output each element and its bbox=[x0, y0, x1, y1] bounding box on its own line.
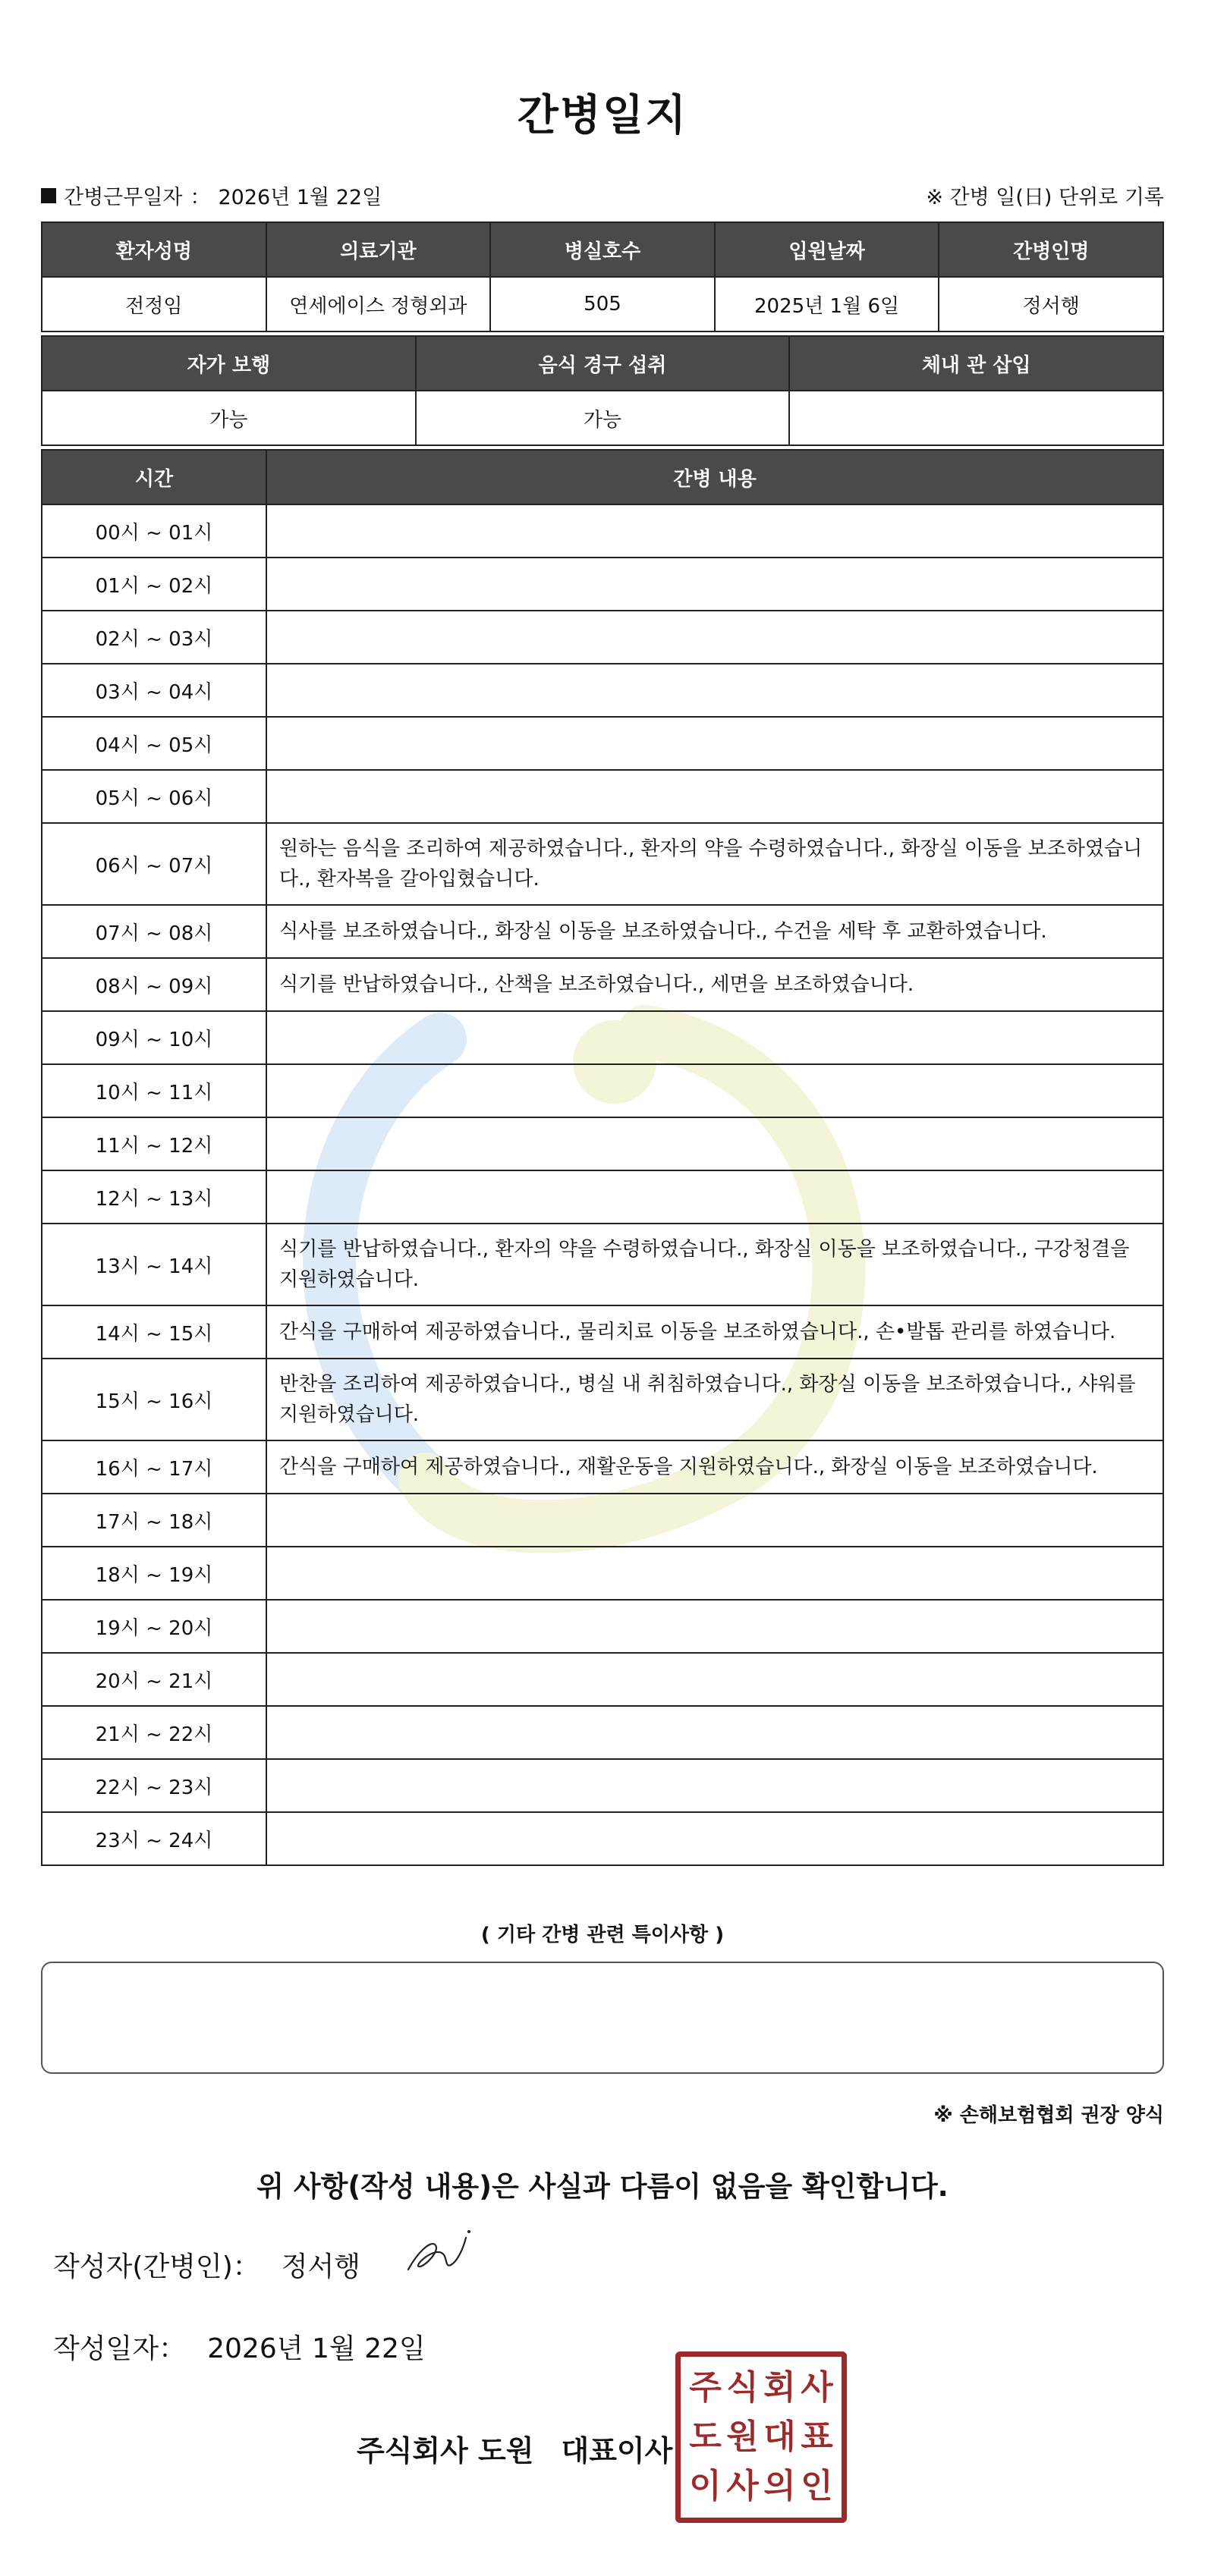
writer-label: 작성자(간병인)： bbox=[53, 2251, 260, 2282]
table-row bbox=[42, 1011, 1163, 1064]
header-self-walking: 자가 보행 bbox=[42, 336, 416, 391]
time-slot: 12시 ~ 13시 bbox=[42, 1170, 266, 1224]
time-slot: 09시 ~ 10시 bbox=[42, 1011, 266, 1064]
table-row bbox=[42, 1305, 1163, 1359]
tube-insertion-value bbox=[789, 391, 1163, 445]
header-room-number: 병실호수 bbox=[490, 222, 715, 277]
time-slot: 03시 ~ 04시 bbox=[42, 664, 266, 717]
care-log-table bbox=[41, 449, 1164, 1866]
room-number: 505 bbox=[490, 277, 715, 331]
time-slot: 04시 ~ 05시 bbox=[42, 717, 266, 770]
patient-name: 전정임 bbox=[42, 277, 266, 331]
care-content: 식기를 반납하였습니다., 산책을 보조하였습니다., 세면을 보조하였습니다. bbox=[266, 958, 1163, 1011]
care-content bbox=[266, 664, 1163, 717]
written-date-line bbox=[53, 2327, 426, 2366]
written-date-value: 2026년 1월 22일 bbox=[207, 2333, 426, 2364]
table-row bbox=[42, 958, 1163, 1011]
time-slot: 05시 ~ 06시 bbox=[42, 770, 266, 823]
table-row bbox=[42, 1812, 1163, 1865]
care-content bbox=[266, 1494, 1163, 1547]
square-bullet-icon bbox=[41, 188, 56, 203]
header-caregiver-name: 간병인명 bbox=[939, 222, 1163, 277]
table-row bbox=[42, 717, 1163, 770]
care-content bbox=[266, 770, 1163, 823]
time-slot: 01시 ~ 02시 bbox=[42, 558, 266, 611]
admission-date: 2025년 1월 6일 bbox=[715, 277, 939, 331]
patient-info-table bbox=[41, 221, 1164, 332]
table-row bbox=[42, 1706, 1163, 1759]
header-care-content: 간병 내용 bbox=[266, 450, 1163, 504]
table-row bbox=[42, 1170, 1163, 1224]
time-slot: 19시 ~ 20시 bbox=[42, 1600, 266, 1653]
patient-status-table bbox=[41, 335, 1164, 446]
care-content bbox=[266, 558, 1163, 611]
company-signoff bbox=[357, 2427, 672, 2469]
meta-row bbox=[41, 181, 1164, 214]
time-slot: 11시 ~ 12시 bbox=[42, 1117, 266, 1170]
table-row bbox=[42, 1224, 1163, 1305]
self-walking-value: 가능 bbox=[42, 391, 416, 445]
time-slot: 00시 ~ 01시 bbox=[42, 504, 266, 558]
time-slot: 06시 ~ 07시 bbox=[42, 823, 266, 905]
work-date-label: 간병근무일자 bbox=[64, 186, 183, 209]
time-slot: 21시 ~ 22시 bbox=[42, 1706, 266, 1759]
table-row bbox=[42, 905, 1163, 958]
care-content: 식사를 보조하였습니다., 화장실 이동을 보조하였습니다., 수건을 세탁 후 교환하였습니다. bbox=[266, 905, 1163, 958]
remarks-title: ( 기타 간병 관련 특이사항 ) bbox=[480, 1924, 725, 1946]
table-row bbox=[42, 504, 1163, 558]
work-date-value: 2026년 1월 22일 bbox=[218, 186, 382, 209]
care-content bbox=[266, 1170, 1163, 1224]
table-row bbox=[42, 1440, 1163, 1494]
time-slot: 14시 ~ 15시 bbox=[42, 1305, 266, 1359]
table-row bbox=[42, 1547, 1163, 1600]
caregiver-name: 정서행 bbox=[939, 277, 1163, 331]
care-content bbox=[266, 611, 1163, 664]
company-name: 주식회사 도원 bbox=[357, 2434, 534, 2468]
table-row bbox=[42, 770, 1163, 823]
time-slot: 02시 ~ 03시 bbox=[42, 611, 266, 664]
care-content bbox=[266, 1547, 1163, 1600]
care-content bbox=[266, 1011, 1163, 1064]
care-content: 식기를 반납하였습니다., 환자의 약을 수령하였습니다., 화장실 이동을 보조하였습니다., 구강청결을 지원하였습니다. bbox=[266, 1224, 1163, 1305]
work-date-separator: ： bbox=[190, 186, 211, 209]
care-content bbox=[266, 1653, 1163, 1706]
time-slot: 16시 ~ 17시 bbox=[42, 1440, 266, 1494]
table-row bbox=[42, 1064, 1163, 1117]
table-row bbox=[42, 1494, 1163, 1547]
header-admission-date: 입원날짜 bbox=[715, 222, 939, 277]
care-content bbox=[266, 1812, 1163, 1865]
signature-icon bbox=[402, 2223, 478, 2283]
table-row bbox=[42, 1759, 1163, 1812]
time-slot: 23시 ~ 24시 bbox=[42, 1812, 266, 1865]
company-seal: 주 식 회 사 도 원 대 표 이 사 의 인 bbox=[675, 2351, 847, 2523]
document-title: 간병일지 bbox=[517, 91, 688, 140]
care-content bbox=[266, 1117, 1163, 1170]
table-row bbox=[42, 1600, 1163, 1653]
table-row bbox=[42, 1117, 1163, 1170]
care-content bbox=[266, 504, 1163, 558]
care-content: 간식을 구매하여 제공하였습니다., 재활운동을 지원하였습니다., 화장실 이동을 보조하였습니다. bbox=[266, 1440, 1163, 1494]
table-row bbox=[42, 558, 1163, 611]
table-row bbox=[42, 664, 1163, 717]
table-row bbox=[42, 1653, 1163, 1706]
care-content: 원하는 음식을 조리하여 제공하였습니다., 환자의 약을 수령하였습니다., 화장실 이동을 보조하였습니다., 환자복을 갈아입혔습니다. bbox=[266, 823, 1163, 905]
header-oral-intake: 음식 경구 섭취 bbox=[416, 336, 790, 391]
record-unit-note: ※ 간병 일(日) 단위로 기록 bbox=[926, 186, 1164, 209]
writer-name: 정서행 bbox=[281, 2251, 361, 2282]
header-patient-name: 환자성명 bbox=[42, 222, 266, 277]
oral-intake-value: 가능 bbox=[416, 391, 790, 445]
time-slot: 08시 ~ 09시 bbox=[42, 958, 266, 1011]
time-slot: 22시 ~ 23시 bbox=[42, 1759, 266, 1812]
recommend-note: ※ 손해보험협회 권장 양식 bbox=[933, 2104, 1164, 2127]
time-slot: 15시 ~ 16시 bbox=[42, 1359, 266, 1440]
care-content bbox=[266, 1706, 1163, 1759]
care-content bbox=[266, 717, 1163, 770]
header-institution: 의료기관 bbox=[266, 222, 491, 277]
company-title: 대표이사 bbox=[561, 2434, 673, 2468]
time-slot: 17시 ~ 18시 bbox=[42, 1494, 266, 1547]
care-content: 간식을 구매하여 제공하였습니다., 물리치료 이동을 보조하였습니다., 손•발톱 관리를 하였습니다. bbox=[266, 1305, 1163, 1359]
time-slot: 13시 ~ 14시 bbox=[42, 1224, 266, 1305]
time-slot: 18시 ~ 19시 bbox=[42, 1547, 266, 1600]
care-content bbox=[266, 1759, 1163, 1812]
header-time: 시간 bbox=[42, 450, 266, 504]
header-tube-insertion: 체내 관 삽입 bbox=[789, 336, 1163, 391]
table-row bbox=[42, 611, 1163, 664]
table-row bbox=[42, 1359, 1163, 1440]
time-slot: 07시 ~ 08시 bbox=[42, 905, 266, 958]
time-slot: 10시 ~ 11시 bbox=[42, 1064, 266, 1117]
institution: 연세에이스 정형외과 bbox=[266, 277, 491, 331]
care-content bbox=[266, 1064, 1163, 1117]
time-slot: 20시 ~ 21시 bbox=[42, 1653, 266, 1706]
writer-line bbox=[53, 2245, 360, 2284]
written-date-label: 작성일자： bbox=[53, 2333, 187, 2364]
care-log-rows bbox=[42, 504, 1163, 1865]
table-row bbox=[42, 823, 1163, 905]
confirmation-statement: 위 사항(작성 내용)은 사실과 다름이 없음을 확인합니다. bbox=[256, 2170, 949, 2203]
work-date bbox=[41, 181, 382, 210]
care-content: 반찬을 조리하여 제공하였습니다., 병실 내 취침하였습니다., 화장실 이동을 보조하였습니다., 샤워를 지원하였습니다. bbox=[266, 1359, 1163, 1440]
care-content bbox=[266, 1600, 1163, 1653]
remarks-box bbox=[41, 1962, 1164, 2074]
